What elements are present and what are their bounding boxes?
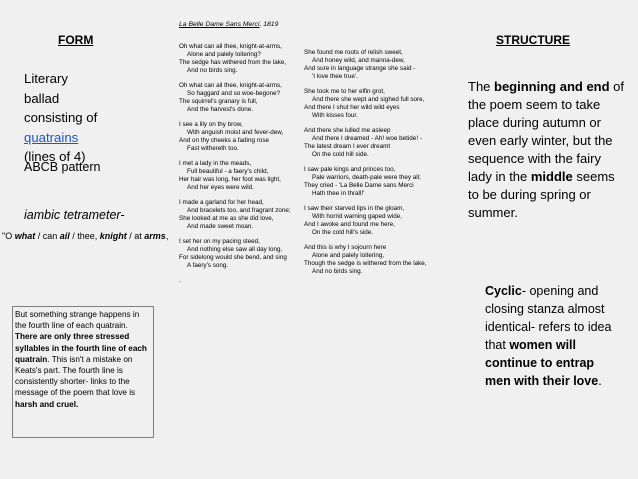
poem-line: Fast withereth too. — [187, 145, 239, 152]
ex-stress: ail — [59, 231, 70, 241]
poem-line: On the cold hill side. — [312, 151, 369, 158]
poem-line: And no birds sing. — [187, 67, 238, 74]
stanza — [179, 160, 291, 192]
note-text: . This isn't a mistake on Keats's part. The fourth line is consistently shorter- links to the message of the poem that love is — [15, 354, 136, 398]
poem-line: She took me to her elfin grot, — [304, 88, 385, 95]
poem-line: The sedge has withered from the lake, — [179, 59, 287, 66]
poem-line: A faery's song. — [187, 262, 229, 269]
poem-line: I made a garland for her head, — [179, 199, 264, 206]
poem-line: And no birds sing. — [312, 268, 363, 275]
poem-line: Full beautiful - a faery's child, — [187, 168, 269, 175]
stanza — [179, 121, 291, 153]
quatrains-link[interactable]: quatrains — [24, 129, 79, 145]
poem-line: I set her on my pacing steed, — [179, 238, 260, 245]
structure-part: seems to be during spring or summer. — [468, 169, 615, 220]
structure-bold: middle — [530, 169, 573, 184]
note-text: But something strange happens in the fourth line of each quatrain. — [15, 310, 140, 331]
poem-line: So haggard and so woe-begone? — [187, 90, 281, 97]
poem-title — [179, 21, 278, 28]
stanza — [304, 49, 427, 81]
poem-line: And there I shut her wild wild eyes — [304, 104, 400, 111]
poem-line: 'I love thee true'. — [312, 73, 358, 80]
poem-title-text: La Belle Dame Sans Merci — [179, 21, 260, 28]
ex-part: / can — [35, 231, 60, 241]
poem-line: With anguish moist and fever-dew, — [187, 129, 284, 136]
poem-line: Alone and palely loitering? — [187, 51, 261, 58]
poem-line: And the harvest's done. — [187, 106, 253, 113]
stanza — [179, 82, 291, 114]
poem-line: Though the sedge is withered from the lake, — [304, 260, 427, 267]
poem-line: I saw pale kings and princes too, — [304, 166, 396, 173]
poem-line: The latest dream I ever dreamt — [304, 143, 391, 150]
poem-line: Oh what can ail thee, knight-at-arms, — [179, 82, 282, 89]
iambic-example — [2, 228, 202, 245]
poem-line: The squirrel's granary is full, — [179, 98, 258, 105]
poem-line: And there she wept and sighed full sore, — [312, 96, 425, 103]
poem-line: And her eyes were wild. — [187, 184, 254, 191]
cyclic-text: - opening and closing stanza almost identical- refers to idea that — [485, 284, 612, 352]
structure-part: of the poem seem to take place during autumn or even early winter, but the sequence with the fairy lady in the — [468, 79, 625, 184]
poem-line: Pale warriors, death-pale were they all; — [312, 174, 421, 181]
poem-right-column — [304, 49, 427, 283]
stanza — [304, 244, 427, 276]
note-bold: harsh and cruel. — [15, 399, 79, 409]
poem-line: And honey wild, and manna-dew, — [312, 57, 405, 64]
poem-line: With horrid warning gaped wide, — [312, 213, 402, 220]
structure-text — [468, 78, 628, 222]
form-heading: FORM — [58, 33, 94, 47]
poem-line: I met a lady in the meads, — [179, 160, 252, 167]
poem-line: I see a lily on thy brow, — [179, 121, 243, 128]
literary-line: Literary — [24, 71, 68, 86]
stanza — [179, 43, 291, 75]
ex-stress: what — [14, 231, 36, 241]
stanza — [304, 127, 427, 159]
poem-line: For sidelong would she bend, and sing — [179, 254, 287, 261]
poem-line: And there I dreamed - Ah! woe betide! - — [312, 135, 422, 142]
literary-line: ballad — [24, 90, 60, 106]
stanza — [179, 199, 291, 231]
abcb-pattern: ABCB pattern — [24, 160, 101, 174]
cyclic-bold: Cyclic — [485, 284, 522, 298]
ex-stress: knight — [99, 231, 127, 241]
note-bold: There are only three stressed syllables in the fourth line of each quatrain — [15, 332, 147, 364]
lines-of-4: (lines of 4) — [24, 149, 86, 165]
literary-line: consisting of — [24, 110, 98, 126]
stanza — [304, 88, 427, 120]
poem-line: And made sweet moan. — [187, 223, 254, 230]
stanza — [304, 166, 427, 198]
ex-part: / at — [126, 231, 145, 241]
stanza — [304, 205, 427, 237]
poem-line: And nothing else saw all day long, — [187, 246, 283, 253]
poem-year: , 1819 — [259, 21, 279, 28]
cyclic-text: . — [598, 374, 602, 388]
poem-line: And bracelets too, and fragrant zone; — [187, 207, 291, 214]
ex-part: / thee, — [69, 231, 100, 241]
poem-line: I saw their starved lips in the gloam, — [304, 205, 405, 212]
fourth-line-note-box — [12, 306, 154, 438]
ex-part: "O — [2, 231, 15, 241]
poem-line: She looked at me as she did love, — [179, 215, 274, 222]
ex-part: , — [165, 231, 169, 241]
poem-line: And sure in language strange she said - — [304, 65, 416, 72]
poem-line: With kisses four. — [312, 112, 358, 119]
poem-line: And there she lulled me asleep — [304, 127, 391, 134]
ex-stress: arms — [144, 231, 166, 241]
iambic-tetrameter: iambic tetrameter- — [24, 208, 125, 222]
structure-heading: STRUCTURE — [496, 33, 570, 47]
poem-left-column — [179, 43, 291, 285]
poem-line: They cried - 'La Belle Dame sans Merci — [304, 182, 414, 189]
cyclic-note — [485, 282, 623, 390]
poem-line: Hath thee in thrall!' — [312, 190, 365, 197]
stanza — [179, 238, 291, 270]
poem-line: Oh what can ail thee, knight-at-arms, — [179, 43, 282, 50]
poem-line: And on thy cheeks a fading rose — [179, 137, 269, 144]
poem-line: Her hair was long, her foot was light, — [179, 176, 281, 183]
structure-bold: beginning and end — [494, 79, 610, 94]
poem-line: On the cold hill's side. — [312, 229, 374, 236]
literary-ballad-text — [24, 69, 134, 167]
poem-dot: . — [179, 277, 181, 284]
poem-line: Alone and palely loitering, — [312, 252, 385, 259]
structure-part: The — [468, 79, 495, 94]
poem-line: And I awoke and found me here, — [304, 221, 396, 228]
cyclic-bold: women will continue to entrap men with their love — [485, 338, 599, 388]
poem-line: And this is why I sojourn here — [304, 244, 387, 251]
poem-line: She found me roots of relish sweet, — [304, 49, 403, 56]
